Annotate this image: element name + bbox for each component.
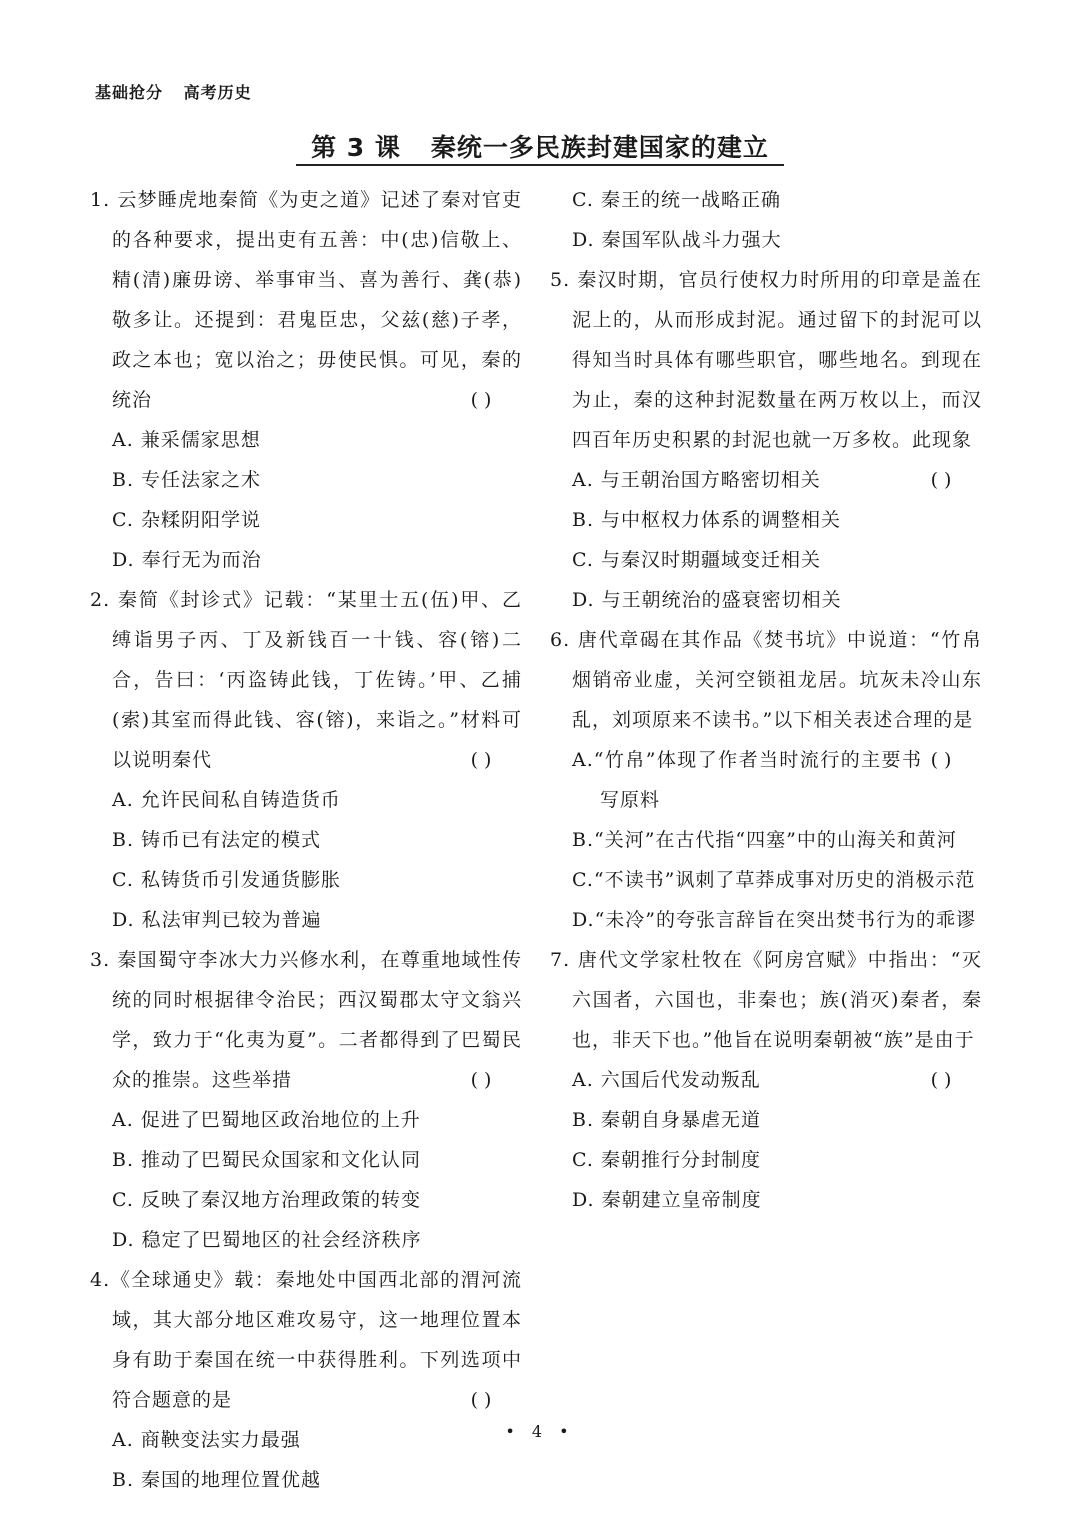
question-stem: 1. 云梦睡虎地秦简《为吏之道》记述了秦对官吏的各种要求，提出吏有五善：中(忠)信敬上、精(清)廉毋谤、举事审当、喜为善行、龚(恭)敬多让。还提到：君鬼臣忠，父兹(慈)子孝，政之本也；宽以治之；毋使民惧。可见，秦的统治 ( ) [90, 180, 522, 420]
page-title [0, 128, 1080, 164]
option-c: C. 反映了秦汉地方治理政策的转变 [112, 1189, 421, 1211]
option-c: C.“不读书”讽刺了草莽成事对历史的消极示范 [572, 869, 976, 891]
option-a: A. 六国后代发动叛乱 [572, 1069, 761, 1091]
option-c: C. 杂糅阴阳学说 [112, 509, 261, 531]
question-stem: 3. 秦国蜀守李冰大力兴修水利，在尊重地域性传统的同时根据律令治民；西汉蜀郡太守文翁兴学，致力于“化夷为夏”。二者都得到了巴蜀民众的推崇。这些举措 ( ) [90, 940, 522, 1100]
option-c: C. 与秦汉时期疆域变迁相关 [572, 549, 821, 571]
option-a: A. 允许民间私自铸造货币 [112, 789, 341, 811]
option-b: B. 铸币已有法定的模式 [112, 829, 322, 851]
option-d: D. 秦朝建立皇帝制度 [572, 1189, 762, 1211]
question-7 [550, 940, 982, 1220]
option-b: B. 专任法家之术 [112, 469, 262, 491]
option-b: B. 与中枢权力体系的调整相关 [572, 509, 842, 531]
option-d: D. 与王朝统治的盛衰密切相关 [572, 589, 842, 611]
question-stem: 7. 唐代文学家杜牧在《阿房宫赋》中指出：“灭六国者，六国也，非秦也；族(消灭)秦者，秦也，非天下也。”他旨在说明秦朝被“族”是由于 ( ) [550, 940, 982, 1060]
question-4 [90, 1260, 522, 1500]
answer-blank: ( ) [470, 1389, 492, 1411]
running-header [95, 80, 266, 103]
question-1 [90, 180, 522, 580]
question-6 [550, 620, 982, 940]
lesson-number: 第 3 课 [311, 133, 401, 162]
option-d: D. 奉行无为而治 [112, 549, 262, 571]
book-name: 基础抢分 [95, 83, 164, 102]
question-stem: 6. 唐代章碣在其作品《焚书坑》中说道：“竹帛烟销帝业虚，关河空锁祖龙居。坑灰未冷山东乱，刘项原来不读书。”以下相关表述合理的是 ( ) [550, 620, 982, 740]
option-a: A.“竹帛”体现了作者当时流行的主要书写原料 [572, 749, 922, 811]
answer-blank: ( ) [470, 1069, 492, 1091]
answer-blank: ( ) [930, 749, 952, 771]
answer-blank: ( ) [470, 749, 492, 771]
option-d: D. 私法审判已较为普遍 [112, 909, 322, 931]
question-stem: 4.《全球通史》载：秦地处中国西北部的渭河流域，其大部分地区难攻易守，这一地理位置本身有助于秦国在统一中获得胜利。下列选项中符合题意的是 ( ) [90, 1260, 522, 1420]
question-5 [550, 260, 982, 620]
option-b: B. 秦朝自身暴虐无道 [572, 1109, 762, 1131]
option-a: A. 促进了巴蜀地区政治地位的上升 [112, 1109, 421, 1131]
option-c: C. 秦朝推行分封制度 [572, 1149, 761, 1171]
answer-blank: ( ) [930, 1069, 952, 1091]
question-2 [90, 580, 522, 940]
option-c: C. 秦王的统一战略正确 [572, 189, 781, 211]
option-a: A. 与王朝治国方略密切相关 [572, 469, 821, 491]
option-a: A. 兼采儒家思想 [112, 429, 261, 451]
option-b: B. 秦国的地理位置优越 [112, 1469, 322, 1491]
option-d: D. 稳定了巴蜀地区的社会经济秩序 [112, 1229, 422, 1251]
question-3 [90, 940, 522, 1260]
right-column [550, 180, 982, 1220]
answer-blank: ( ) [470, 389, 492, 411]
option-b: B.“关河”在古代指“四塞”中的山海关和黄河 [572, 829, 957, 851]
question-stem: 5. 秦汉时期，官员行使权力时所用的印章是盖在泥上的，从而形成封泥。通过留下的封泥可以得知当时具体有哪些职官，哪些地名。到现在为止，秦的这种封泥数量在两万枚以上，而汉四百年历史积累的封泥也就一万多枚。此现象 ( ) [550, 260, 982, 460]
title-underline [296, 164, 784, 166]
option-d: D.“未冷”的夸张言辞旨在突出焚书行为的乖谬 [572, 909, 977, 931]
lesson-topic: 秦统一多民族封建国家的建立 [430, 133, 769, 162]
question-stem: 2. 秦简《封诊式》记载：“某里士五(伍)甲、乙缚诣男子丙、丁及新钱百一十钱、容(镕)二合，告曰：‘丙盗铸此钱，丁佐铸。’甲、乙捕(索)其室而得此钱、容(镕)，来诣之。”材料可以说明秦代 ( ) [90, 580, 522, 780]
question-4-continued [550, 180, 982, 260]
left-column [90, 180, 522, 1500]
option-c: C. 私铸货币引发通货膨胀 [112, 869, 341, 891]
option-d: D. 秦国军队战斗力强大 [572, 229, 782, 251]
option-b: B. 推动了巴蜀民众国家和文化认同 [112, 1149, 422, 1171]
page-number: • 4 • [505, 1422, 575, 1441]
answer-blank: ( ) [930, 469, 952, 491]
subject-name: 高考历史 [183, 83, 252, 102]
option-a: A. 商鞅变法实力最强 [112, 1429, 301, 1451]
